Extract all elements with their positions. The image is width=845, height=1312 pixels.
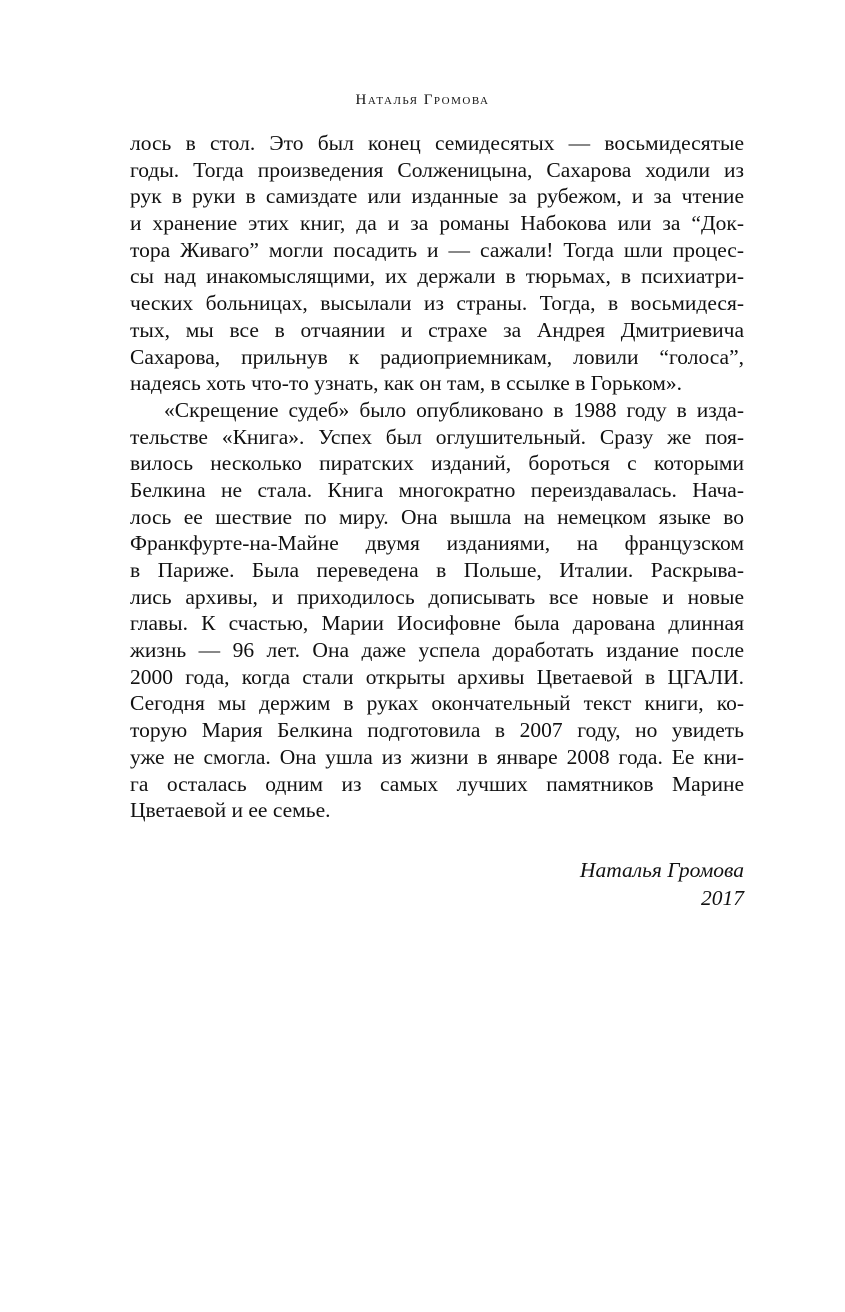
- text-line: и хранение этих книг, да и за романы Набокова или за “Док-: [130, 211, 744, 236]
- text-line: ческих больницах, высылали из страны. Тогда, в восьмидеся-: [130, 291, 744, 316]
- text-line: уже не смогла. Она ушла из жизни в январе 2008 года. Ее кни-: [130, 744, 744, 769]
- text-line: жизнь — 96 лет. Она даже успела доработать издание после: [130, 638, 744, 663]
- text-line: Сегодня мы держим в руках окончательный текст книги, ко-: [130, 691, 744, 716]
- text-line: тельстве «Книга». Успех был оглушительный. Сразу же поя-: [130, 424, 744, 449]
- text-line: вилось несколько пиратских изданий, бороться с которыми: [130, 451, 744, 476]
- text-line: тых, мы все в отчаянии и страхе за Андрея Дмитриевича: [130, 317, 744, 342]
- text-line: лось ее шествие по миру. Она вышла на немецком языке во: [130, 504, 744, 529]
- text-line: рук в руки в самиздате или изданные за рубежом, и за чтение: [130, 184, 744, 209]
- signature-author: Наталья Громова: [579, 858, 744, 882]
- text-line: надеясь хоть что-то узнать, как он там, в ссылке в Горьком».: [130, 371, 682, 396]
- text-line: 2000 года, когда стали открыты архивы Цветаевой в ЦГАЛИ.: [130, 664, 744, 689]
- text-line: Цветаевой и ее семье.: [130, 798, 331, 823]
- paragraph-2: [130, 397, 744, 824]
- text-line: в Париже. Была переведена в Польше, Италии. Раскрыва-: [130, 558, 744, 582]
- text-line: га осталась одним из самых лучших памятников Марине: [130, 771, 744, 796]
- text-line: годы. Тогда произведения Солженицына, Сахарова ходили из: [130, 157, 744, 182]
- text-line: Белкина не стала. Книга многократно переиздавалась. Нача-: [130, 477, 744, 502]
- text-line: сы над инакомыслящими, их держали в тюрьмах, в психиатри-: [130, 264, 744, 289]
- text-line: торую Мария Белкина подготовила в 2007 году, но увидеть: [130, 718, 744, 743]
- running-head-title: Наталья Громова: [355, 92, 490, 108]
- text-line: Сахарова, прильнув к радиоприемникам, ловили “голоса”,: [130, 344, 744, 369]
- text-line: Франкфурте-на-Майне двумя изданиями, на французском: [130, 531, 744, 556]
- text-line: лись архивы, и приходилось дописывать все новые и новые: [130, 584, 744, 609]
- body-text: [130, 130, 744, 824]
- text-line: лось в стол. Это был конец семидесятых — восьмидесятые: [130, 131, 744, 155]
- text-line: «Скрещение судеб» было опубликовано в 1988 году в изда-: [164, 397, 744, 422]
- paragraph-1: [130, 130, 744, 397]
- signature-year: 2017: [701, 886, 744, 910]
- text-line: главы. К счастью, Марии Иосифовне была дарована длинная: [130, 611, 744, 636]
- text-line: тора Живаго” могли посадить и — сажали! Тогда шли процес-: [130, 237, 744, 262]
